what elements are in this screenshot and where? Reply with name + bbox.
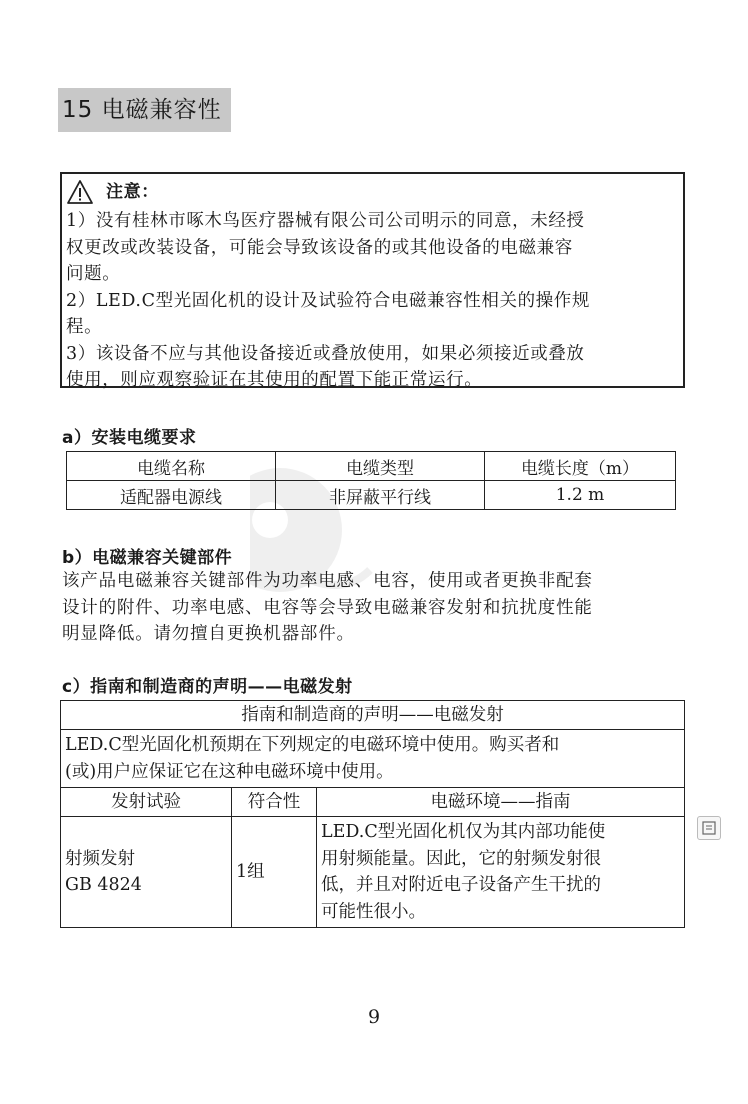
table-cell: 1组 <box>232 817 317 928</box>
table-header-row <box>67 452 676 481</box>
cell-line: 用射频能量。因此，它的射频发射很 <box>321 848 601 869</box>
section-title: 15 电磁兼容性 <box>58 88 231 132</box>
notice-box <box>60 172 685 388</box>
table-cell: 适配器电源线 <box>67 481 276 510</box>
notice-line: 权更改或改装设备，可能会导致该设备的或其他设备的电磁兼容 <box>66 237 573 258</box>
section-b-title: b）电磁兼容关键部件 <box>62 548 233 568</box>
crop-icon <box>702 821 716 835</box>
intro-line: LED.C型光固化机预期在下列规定的电磁环境中使用。购买者和 <box>65 735 560 755</box>
cell-line: GB 4824 <box>65 875 142 895</box>
warning-icon <box>66 179 94 205</box>
emission-table <box>60 700 685 928</box>
notice-line: 3）该设备不应与其他设备接近或叠放使用，如果必须接近或叠放 <box>66 343 585 364</box>
notice-line: 使用，则应观察验证在其使用的配置下能正常运行。 <box>66 370 483 390</box>
table-header-cell: 电缆类型 <box>276 452 485 481</box>
table-row <box>61 817 685 928</box>
table-cell: 1.2 m <box>485 481 676 510</box>
notice-line: 程。 <box>66 317 103 337</box>
notice-line: 1）没有桂林市啄木鸟医疗器械有限公司公司明示的同意，未经授 <box>66 211 585 231</box>
paragraph-line: 明显降低。请勿擅自更换机器部件。 <box>62 624 355 644</box>
notice-heading <box>66 178 683 206</box>
table-header-cell: 电缆长度（m） <box>485 452 676 481</box>
notice-line: 问题。 <box>66 264 121 284</box>
table-header-cell: 符合性 <box>232 788 317 817</box>
section-b-body <box>62 568 692 648</box>
section-c-title: c）指南和制造商的声明——电磁发射 <box>62 677 353 697</box>
table-row <box>67 481 676 510</box>
table-header-cell: 电缆名称 <box>67 452 276 481</box>
notice-heading-text: 注意： <box>106 181 159 202</box>
table-cell <box>317 817 685 928</box>
screenshot-tool-icon[interactable] <box>697 816 721 840</box>
paragraph-line: 该产品电磁兼容关键部件为功率电感、电容，使用或者更换非配套 <box>62 571 593 591</box>
table-header-row <box>61 788 685 817</box>
cell-line: 低，并且对附近电子设备产生干扰的 <box>321 875 601 895</box>
table-header-cell: 发射试验 <box>61 788 232 817</box>
table-title-row <box>61 701 685 730</box>
cell-line: 可能性很小。 <box>321 901 426 922</box>
paragraph-line: 设计的附件、功率电感、电容等会导致电磁兼容发射和抗扰度性能 <box>62 597 593 618</box>
table-cell <box>61 817 232 928</box>
notice-line: 2）LED.C型光固化机的设计及试验符合电磁兼容性相关的操作规 <box>66 290 590 311</box>
table-header-cell: 电磁环境——指南 <box>317 788 685 817</box>
cell-line: 射频发射 <box>65 848 135 869</box>
section-a-title: a）安装电缆要求 <box>62 428 197 448</box>
table-cell: 非屏蔽平行线 <box>276 481 485 510</box>
table-title-cell: 指南和制造商的声明——电磁发射 <box>61 701 685 730</box>
cable-table <box>66 451 676 510</box>
table-intro-cell <box>61 730 685 788</box>
cell-line: LED.C型光固化机仅为其内部功能使 <box>321 822 606 842</box>
intro-line: (或)用户应保证它在这种电磁环境中使用。 <box>65 761 394 782</box>
page-number: 9 <box>367 1006 381 1028</box>
table-intro-row <box>61 730 685 788</box>
